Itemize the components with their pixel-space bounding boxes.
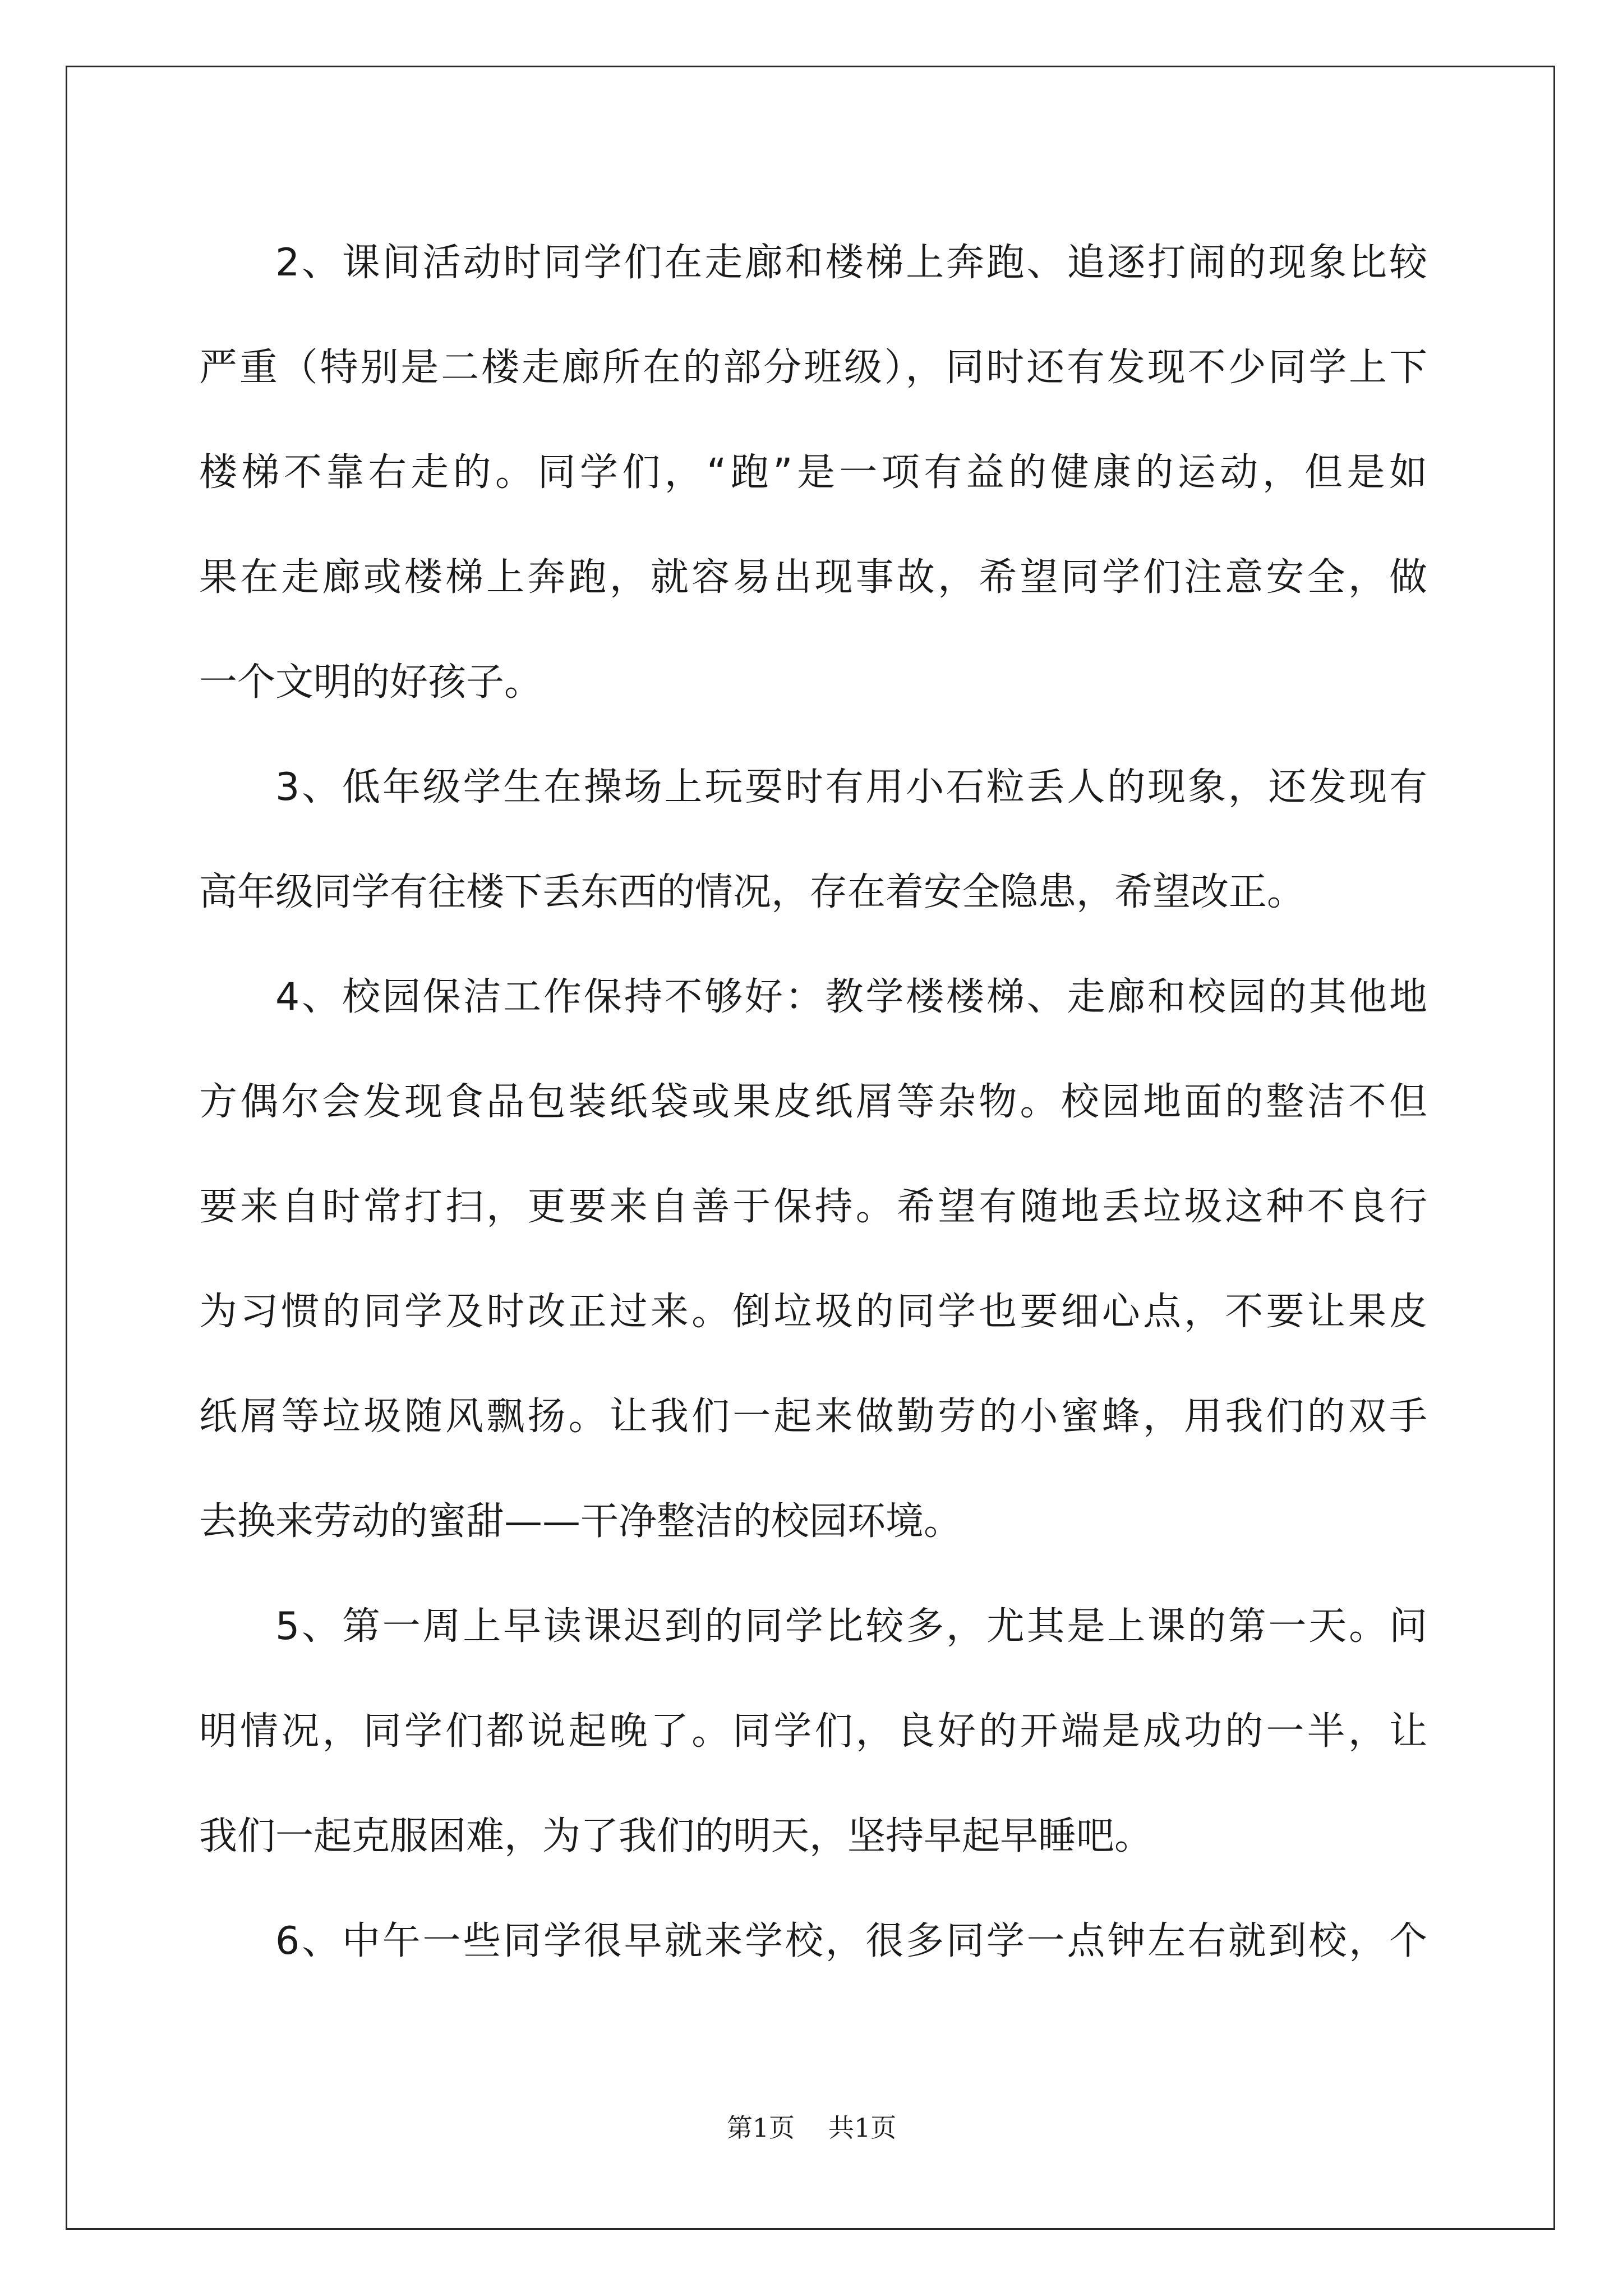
paragraph-4-line-2: 方偶尔会发现食品包装纸袋或果皮纸屑等杂物。校园地面的整洁不但 [199, 1080, 1427, 1124]
paragraph-4-line-1: 4、校园保洁工作保持不够好：教学楼楼梯、走廊和校园的其他地 [275, 975, 1427, 1019]
paragraph-3-line-2: 高年级同学有往楼下丢东西的情况，存在着安全隐患，希望改正。 [199, 870, 1306, 914]
page-count: 共1页 [828, 2113, 897, 2143]
paragraph-2-line-1: 2、课间活动时同学们在走廊和楼梯上奔跑、追逐打闹的现象比较 [275, 241, 1427, 285]
page-number: 第1页 [726, 2113, 795, 2143]
paragraph-3-line-1: 3、低年级学生在操场上玩耍时有用小石粒丢人的现象，还发现有 [275, 765, 1427, 809]
paragraph-2-line-4: 果在走廊或楼梯上奔跑，就容易出现事故，希望同学们注意安全，做 [199, 555, 1427, 600]
paragraph-4-line-3: 要来自时常打扫，更要来自善于保持。希望有随地丢垃圾这种不良行 [199, 1185, 1427, 1229]
paragraph-4-line-6: 去换来劳动的蜜甜——干净整洁的校园环境。 [199, 1499, 962, 1544]
paragraph-2-line-5: 一个文明的好孩子。 [199, 660, 543, 705]
paragraph-2-line-3: 楼梯不靠右走的。同学们，“跑”是一项有益的健康的运动，但是如 [199, 450, 1427, 495]
paragraph-4-line-4: 为习惯的同学及时改正过来。倒垃圾的同学也要细心点，不要让果皮 [199, 1290, 1427, 1334]
paragraph-2-line-2: 严重（特别是二楼走廊所在的部分班级），同时还有发现不少同学上下 [199, 346, 1427, 390]
paragraph-5-line-1: 5、第一周上早读课迟到的同学比较多，尤其是上课的第一天。问 [275, 1604, 1427, 1649]
paragraph-6-line-1: 6、中午一些同学很早就来学校，很多同学一点钟左右就到校，个 [275, 1919, 1427, 1963]
paragraph-5-line-2: 明情况，同学们都说起晚了。同学们，良好的开端是成功的一半，让 [199, 1709, 1427, 1754]
document-body [199, 210, 1427, 1994]
page-footer [0, 2111, 1623, 2145]
paragraph-5-line-3: 我们一起克服困难，为了我们的明天，坚持早起早睡吧。 [199, 1814, 1153, 1858]
paragraph-4-line-5: 纸屑等垃圾随风飘扬。让我们一起来做勤劳的小蜜蜂，用我们的双手 [199, 1395, 1427, 1439]
